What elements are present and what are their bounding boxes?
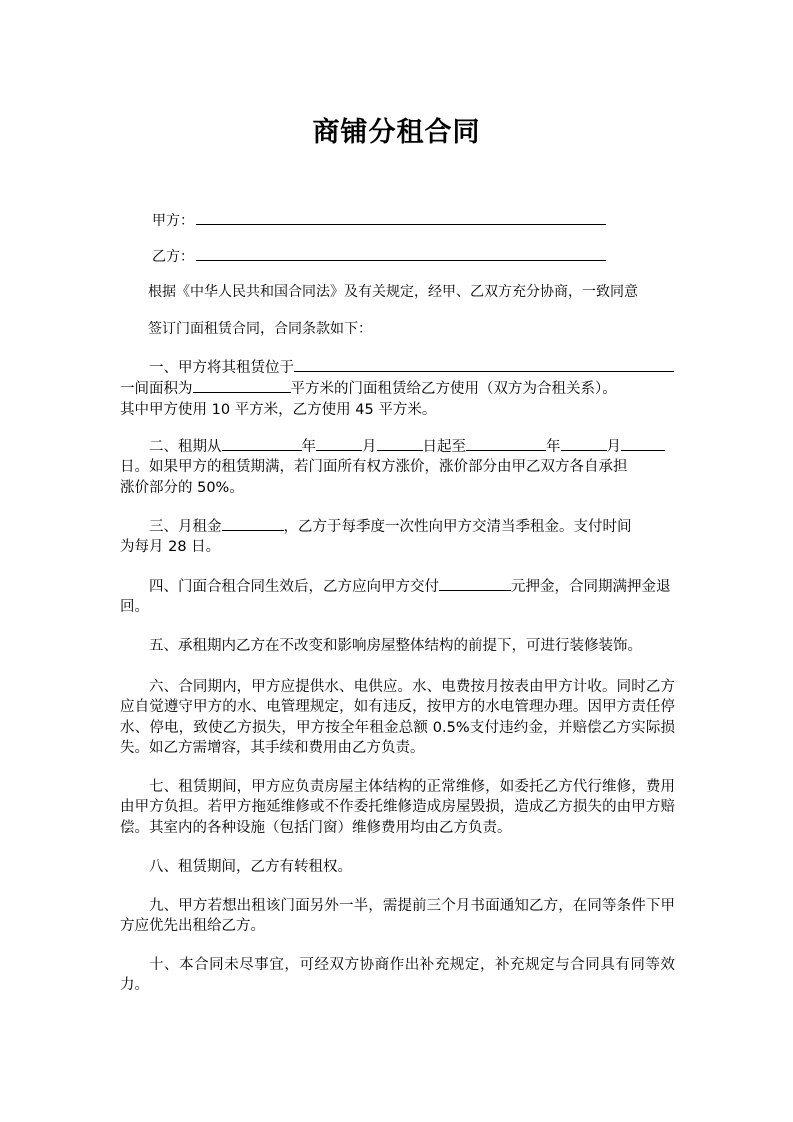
clause-1-part-b: 一间面积为 (120, 381, 193, 398)
clause-1-part-d: 其中甲方使用 10 平方米，乙方使用 45 平方米。 (120, 401, 437, 418)
clause-4-part-c: 回。 (120, 599, 149, 616)
end-year-blank (466, 436, 546, 451)
start-day-blank (377, 436, 423, 451)
party-a-label: 甲方： (152, 213, 194, 229)
party-a-row (152, 209, 606, 231)
end-month-blank (561, 436, 607, 451)
clause-1-area-blank (193, 378, 291, 393)
clause-4 (120, 576, 675, 618)
clause-8: 八、租赁期间，乙方有转租权。 (149, 859, 352, 875)
start-year-blank (222, 436, 302, 451)
clause-3-part-b: ，乙方于每季度一次性向甲方交清当季租金。支付时间 (283, 519, 632, 535)
clause-2-part-b: 日。如果甲方的租赁期满，若门面所有权方涨价，涨价部分由甲乙双方各自承担 (120, 459, 628, 476)
clause-6: 六、合同期内，甲方应提供水、电供应。水、电费按月按表由甲方计收。同时乙方应自觉遵守甲方的水、电管理规定，如有违反，按甲方的水电管理办理。因甲方责任停水、停电，致使乙方损失，甲方按全年租金总额 0.5%支付违约金，并赔偿乙方实际损失。如乙方需增容，其手续和费用由乙方负责。 (120, 679, 675, 757)
clause-3-part-c: 为每月 28 日。 (120, 539, 221, 556)
monthly-rent-blank (222, 516, 284, 531)
party-b-row (152, 245, 606, 267)
clause-1-part-a: 一、甲方将其租赁位于 (149, 360, 294, 376)
page-title: 商铺分租合同 (312, 117, 481, 148)
clause-1 (120, 357, 675, 420)
clause-1-location-blank (294, 357, 674, 372)
party-b-fill-line (196, 245, 606, 261)
month-label: 月 (362, 439, 377, 455)
clause-2-part-a: 二、租期从 (149, 439, 222, 455)
intro-line-1: 根据《中华人民共和国合同法》及有关规定，经甲、乙双方充分协商，一致同意 (148, 284, 638, 300)
clause-4-part-a: 四、门面合租合同生效后，乙方应向甲方交付 (149, 579, 439, 595)
deposit-blank (439, 576, 511, 591)
clause-10: 十、本合同未尽事宜，可经双方协商作出补充规定，补充规定与合同具有同等效力。 (120, 957, 675, 994)
end-day-blank (621, 436, 665, 451)
year-label-2: 年 (546, 439, 561, 455)
day-to-label: 日起至 (422, 439, 466, 455)
clause-2 (120, 436, 675, 498)
clause-4-part-b: 元押金，合同期满押金退 (511, 579, 671, 595)
clause-1-part-c: 平方米的门面租赁给乙方使用（双方为合租关系）。 (290, 381, 617, 398)
clause-3 (120, 516, 675, 558)
intro-line-2: 签订门面租赁合同，合同条款如下： (148, 321, 372, 337)
start-month-blank (316, 436, 362, 451)
party-a-fill-line (196, 209, 606, 225)
clause-3-part-a: 三、月租金 (149, 519, 222, 535)
year-label: 年 (301, 439, 316, 455)
clause-2-part-c: 涨价部分的 50%。 (120, 479, 244, 496)
party-b-label: 乙方： (152, 249, 194, 265)
month-label-2: 月 (606, 439, 621, 455)
clause-5: 五、承租期内乙方在不改变和影响房屋整体结构的前提下，可进行装修装饰。 (149, 638, 642, 654)
clause-7: 七、租赁期间，甲方应负责房屋主体结构的正常维修，如委托乙方代行维修，费用由甲方负担。若甲方拖延维修或不作委托维修造成房屋毁损，造成乙方损失的由甲方赔偿。其室内的各种设施（包括门窗）维修费用均由乙方负责。 (120, 779, 675, 836)
clause-9: 九、甲方若想出租该门面另外一半，需提前三个月书面通知乙方，在同等条件下甲方应优先出租给乙方。 (120, 898, 675, 935)
